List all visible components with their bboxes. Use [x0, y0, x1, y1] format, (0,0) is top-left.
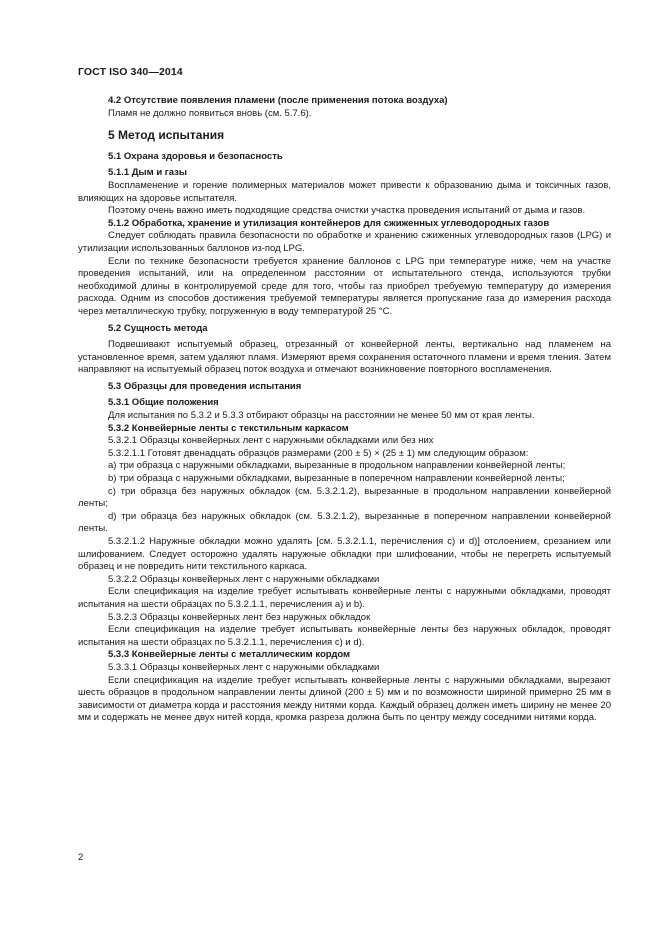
heading-5-3-2: 5.3.2 Конвейерные ленты с текстильным каркасом — [108, 422, 349, 434]
list-item: b) три образца с наружными обкладками, вырезанные в поперечном направлении конвейерной ленты; — [108, 473, 565, 485]
list-item: a) три образца с наружными обкладками, вырезанные в продольном направлении конвейерной ленты; — [108, 460, 566, 472]
subsection-title: 5.3.2.1 Образцы конвейерных лент с наружными обкладками или без них — [108, 435, 434, 447]
paragraph: 5.3.2.1.1 Готовят двенадцать образцов размерами (200 ± 5) × (25 ± 1) мм следующим образом: — [108, 447, 529, 459]
document-body — [78, 95, 611, 725]
heading-5-1-2: 5.1.2 Обработка, хранение и утилизация контейнеров для сжиженных углеводородных газов — [108, 217, 550, 229]
paragraph: Воспламенение и горение полимерных материалов может привести к образованию дыма и токсичных газов, влияющих на здоровье испытателя. — [78, 179, 611, 204]
paragraph: Если спецификация на изделие требует испытывать конвейерные ленты с наружными обкладками, вырезают шесть образцов в продольном направлении ленты длиной (200 ± 5) мм и по возможности шириной примерно 25 мм в зависимости от диаметра корда и расстояния между нитями корда. Каждый образец должен иметь ширину не менее 20 мм и содержать не менее двух нитей корда, кромка разреза должна быть по центру между соседними нитями корда. — [78, 674, 611, 724]
paragraph: 5.3.2.1.2 Наружные обкладки можно удалять [см. 5.3.2.1.1, перечисления с) и d)] отслоением, срезанием или шлифованием. Следует осторожно удалять наружные обкладки при шлифовании, чтобы не перегреть испытуемый образец и не повредить нити текстильного каркаса. — [78, 536, 611, 573]
heading-5-3: 5.3 Образцы для проведения испытания — [108, 380, 302, 392]
heading-5-1-1: 5.1.1 Дым и газы — [108, 167, 187, 179]
paragraph: Для испытания по 5.3.2 и 5.3.3 отбирают образцы на расстоянии не менее 50 мм от края ленты. — [108, 410, 535, 422]
subsection-title: 5.3.2.3 Образцы конвейерных лент без наружных обкладок — [108, 611, 371, 623]
paragraph: Если по технике безопасности требуется хранение баллонов с LPG при температуре ниже, чем на участке проведения испытаний, или на определенном расстоянии от испытательного стенда, используются трубки необходимой длины в контролируемой среде для того, чтобы газ приобрел требуемую температуру до измерения расхода. Одним из способов достижения требуемой температуры является пропускание газа до измерения расхода через металлическую трубку, погруженную в воду температурой 25 °С. — [78, 255, 611, 317]
subsection-title: 5.3.2.2 Образцы конвейерных лент с наружными обкладками — [108, 573, 380, 585]
heading-5-3-3: 5.3.3 Конвейерные ленты с металлическим кордом — [108, 649, 351, 661]
subsection-title: 5.3.3.1 Образцы конвейерных лент с наружными обкладками — [108, 661, 380, 673]
paragraph: Если спецификация на изделие требует испытывать конвейерные ленты с наружными обкладками, проводят испытания на шести образцах по 5.3.2.1.1, перечисления а) и b). — [78, 586, 611, 610]
heading-4-2: 4.2 Отсутствие появления пламени (после применения потока воздуха) — [108, 95, 448, 106]
paragraph: Если спецификация на изделие требует испытывать конвейерные ленты без наружных обкладок, проводят испытания на шести образцах по 5.3.2.1.1, перечисления с) и d). — [78, 624, 611, 648]
page-number: 2 — [78, 852, 84, 863]
document-header: ГОСТ ISO 340—2014 — [78, 66, 183, 78]
paragraph: Подвешивают испытуемый образец, отрезанный от конвейерной ленты, вертикально над пламенем на установленное время, затем удаляют пламя. Измеряют время сохранения остаточного пламени и время тления. Затем направляют на испытуемый образец поток воздуха и отмечают возникновение повторного воспламенения. — [78, 339, 611, 376]
paragraph: Следует соблюдать правила безопасности по обработке и хранению сжиженных углеводородных газов (LPG) и утилизации использованных баллонов из-под LPG. — [78, 230, 611, 254]
paragraph: Поэтому очень важно иметь подходящие средства очистки участка проведения испытаний от дыма и газов. — [108, 205, 586, 217]
list-item: d) три образца без наружных обкладок (см. 5.3.2.1.2), вырезанные в поперечном направлении конвейерной ленты. — [78, 510, 611, 535]
section-heading-5: 5 Метод испытания — [108, 128, 225, 143]
heading-5-3-1: 5.3.1 Общие положения — [108, 397, 219, 409]
list-item: c) три образца без наружных обкладок (см. 5.3.2.1.2), вырезанные в продольном направлении конвейерной ленты; — [78, 485, 611, 510]
heading-5-1: 5.1 Охрана здоровья и безопасность — [108, 150, 283, 162]
heading-5-2: 5.2 Сущность метода — [108, 322, 208, 334]
paragraph: Пламя не должно появиться вновь (см. 5.7.6). — [108, 107, 312, 119]
